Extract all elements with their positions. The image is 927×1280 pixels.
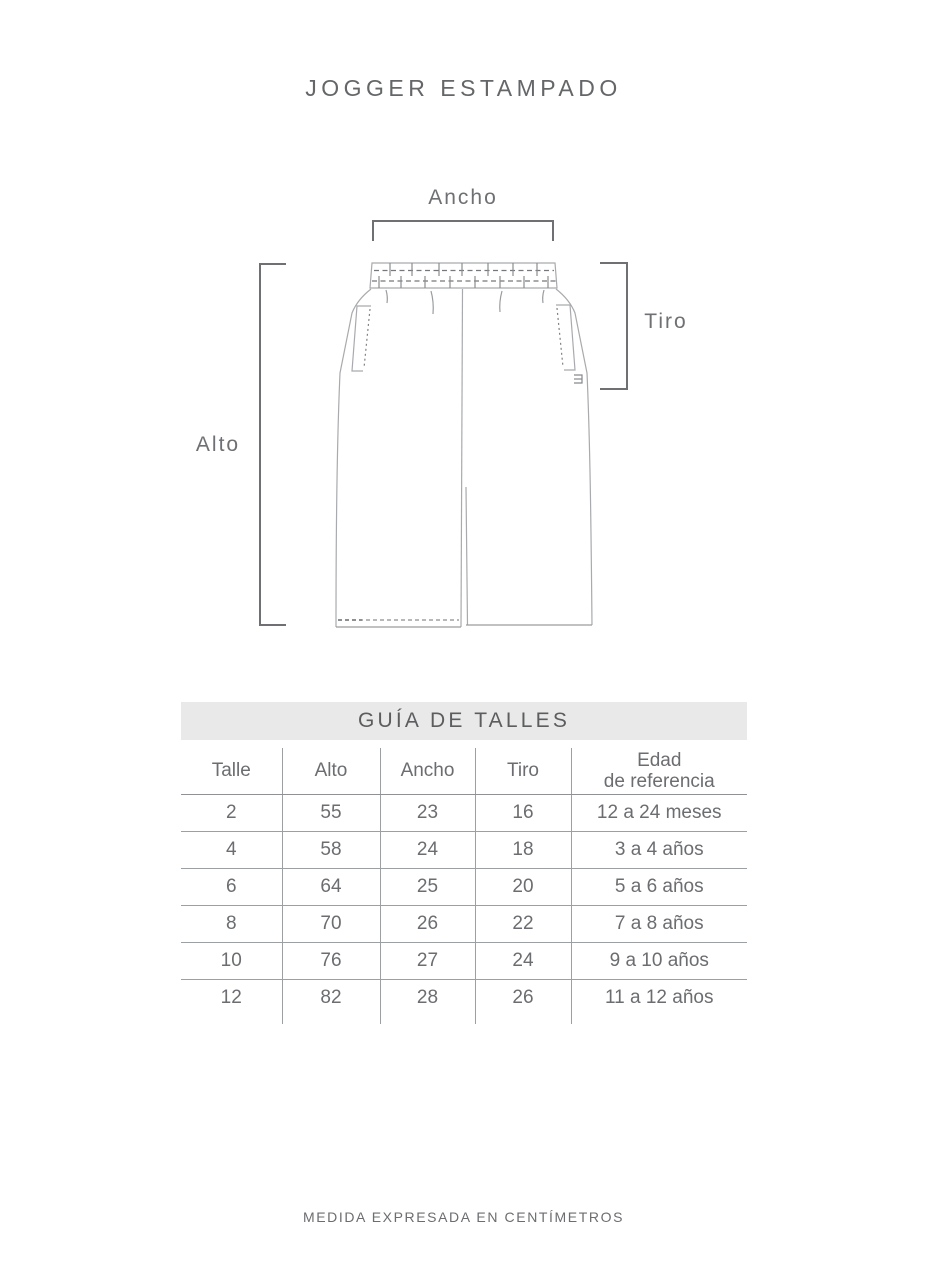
- cell-talle: 10: [181, 943, 282, 980]
- rise-measure-label: Tiro: [644, 310, 688, 333]
- cell-alto: 70: [282, 906, 380, 943]
- size-row: [181, 869, 747, 906]
- size-row: [181, 906, 747, 943]
- width-measure-label: Ancho: [428, 186, 498, 209]
- spacer-cell: [571, 1016, 747, 1024]
- size-row: [181, 795, 747, 832]
- side-tag-icon: [574, 375, 582, 383]
- height-measure-label: Alto: [195, 433, 241, 456]
- cell-ancho: 27: [380, 943, 475, 980]
- size-guide-banner: [181, 702, 747, 740]
- cell-ancho: 25: [380, 869, 475, 906]
- size-row: [181, 980, 747, 1017]
- cell-ancho: 26: [380, 906, 475, 943]
- column-header-tiro: Tiro: [475, 748, 571, 795]
- column-header-edad: [571, 748, 747, 795]
- cell-ancho: 23: [380, 795, 475, 832]
- cell-tiro: 18: [475, 832, 571, 869]
- size-guide-title: GUÍA DE TALLES: [357, 709, 571, 732]
- page-title: JOGGER ESTAMPADO: [305, 75, 622, 101]
- cell-talle: 6: [181, 869, 282, 906]
- cell-tiro: 16: [475, 795, 571, 832]
- cell-talle: 8: [181, 906, 282, 943]
- cell-edad: 3 a 4 años: [571, 832, 747, 869]
- cell-tiro: 26: [475, 980, 571, 1017]
- column-header-talle: Talle: [181, 748, 282, 795]
- size-row: [181, 943, 747, 980]
- cell-tiro: 22: [475, 906, 571, 943]
- spacer-cell: [475, 1016, 571, 1024]
- spacer-cell: [380, 1016, 475, 1024]
- size-row: [181, 832, 747, 869]
- size-guide-table: [181, 748, 747, 1024]
- table-bottom-spacer: [181, 1016, 747, 1024]
- cell-alto: 58: [282, 832, 380, 869]
- cell-tiro: 24: [475, 943, 571, 980]
- cell-alto: 55: [282, 795, 380, 832]
- cell-alto: 82: [282, 980, 380, 1017]
- cell-edad: 7 a 8 años: [571, 906, 747, 943]
- spacer-cell: [181, 1016, 282, 1024]
- height-bracket-icon: [260, 264, 286, 625]
- cell-alto: 64: [282, 869, 380, 906]
- column-header-alto: Alto: [282, 748, 380, 795]
- cell-talle: 12: [181, 980, 282, 1017]
- column-header-ancho: Ancho: [380, 748, 475, 795]
- spacer-cell: [282, 1016, 380, 1024]
- header-row: [181, 748, 747, 795]
- cell-edad: 12 a 24 meses: [571, 795, 747, 832]
- cell-alto: 76: [282, 943, 380, 980]
- width-bracket-icon: [373, 221, 553, 241]
- column-header-edad-line1: Edad: [637, 749, 682, 771]
- cell-talle: 4: [181, 832, 282, 869]
- column-header-edad-line2: de referencia: [603, 771, 715, 792]
- jogger-sketch: [336, 263, 592, 627]
- cell-edad: 9 a 10 años: [571, 943, 747, 980]
- cell-talle: 2: [181, 795, 282, 832]
- rise-bracket-icon: [600, 263, 627, 389]
- cell-ancho: 24: [380, 832, 475, 869]
- cell-tiro: 20: [475, 869, 571, 906]
- cell-edad: 11 a 12 años: [605, 987, 714, 1008]
- cell-ancho: 28: [380, 980, 475, 1017]
- footer-note: MEDIDA EXPRESADA EN CENTÍMETROS: [302, 1209, 625, 1225]
- cell-edad: 5 a 6 años: [571, 869, 747, 906]
